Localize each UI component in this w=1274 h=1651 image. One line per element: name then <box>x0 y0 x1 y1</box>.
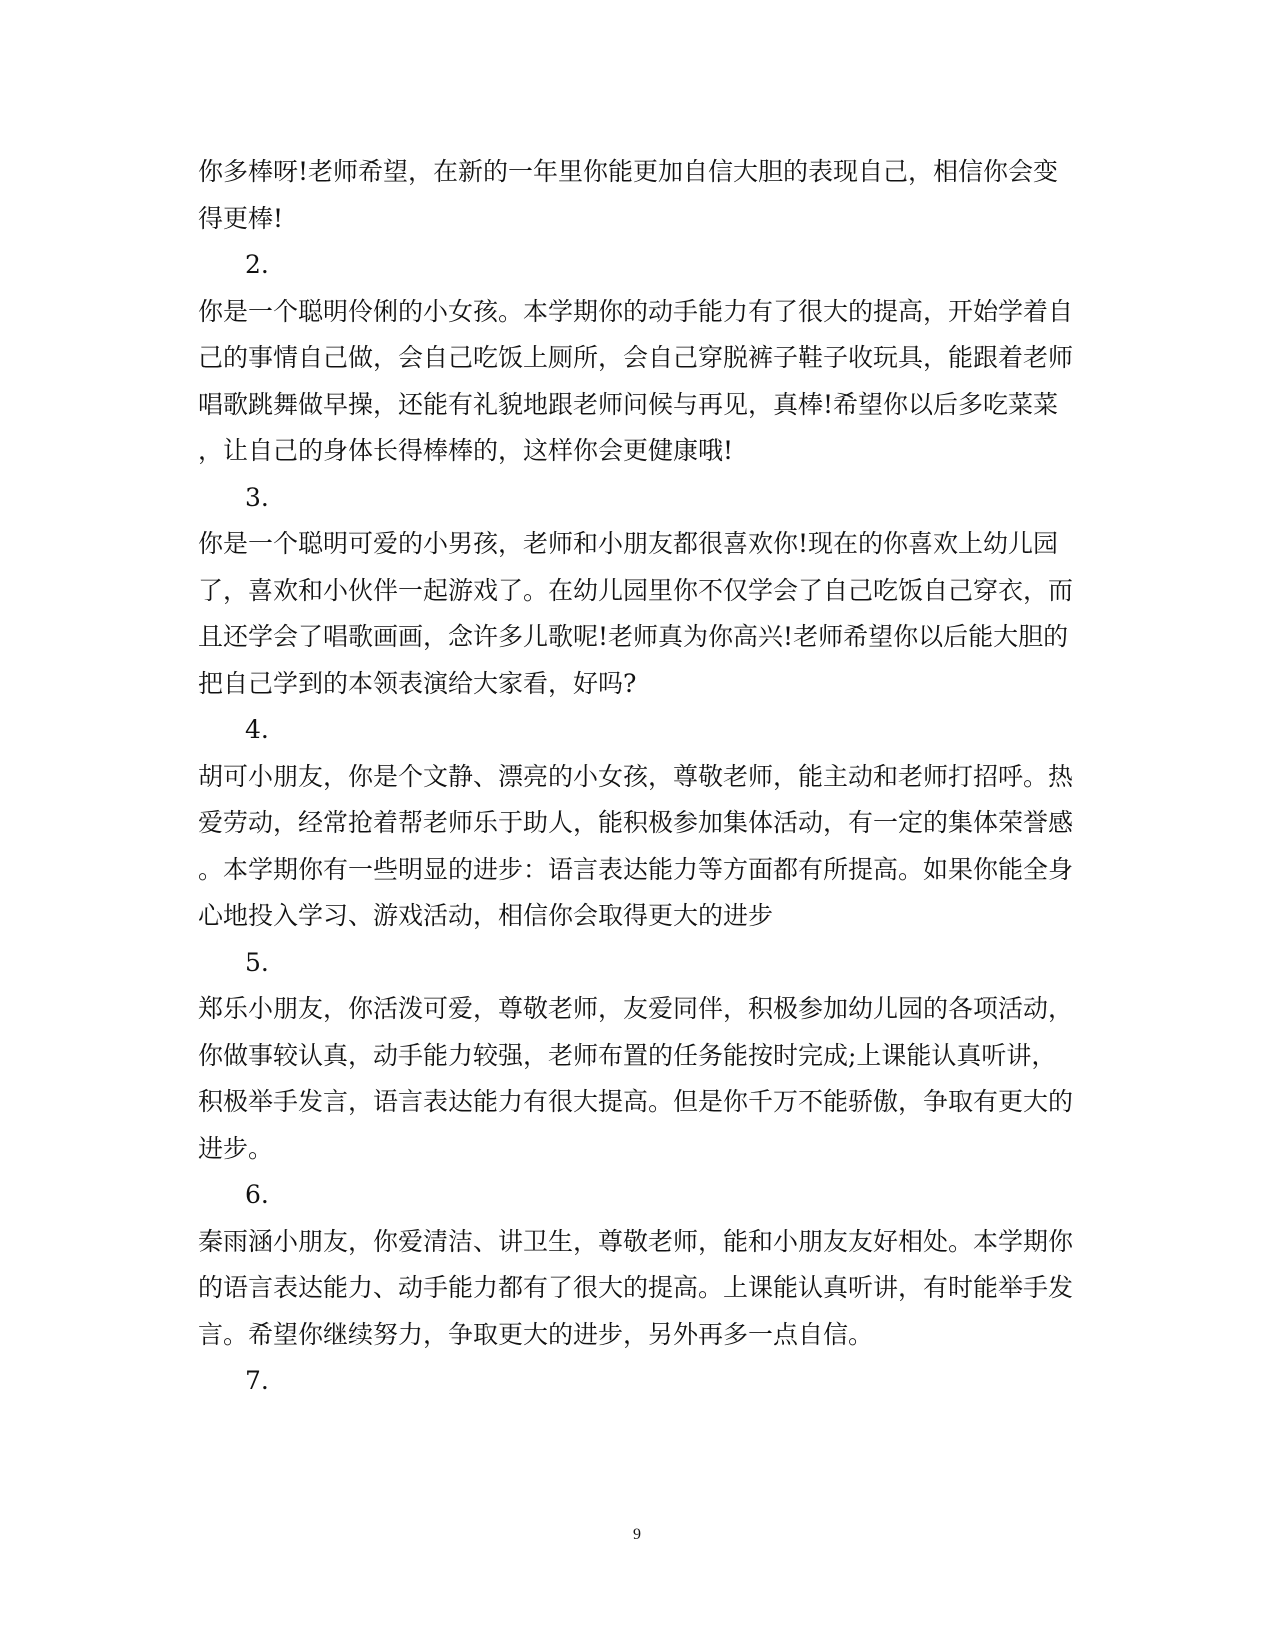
item-number: 3. <box>245 483 269 512</box>
item-number: 2. <box>245 250 269 279</box>
text-line: ，让自己的身体长得棒棒的，这样你会更健康哦! <box>198 436 734 465</box>
text-line: 爱劳动，经常抢着帮老师乐于助人，能积极参加集体活动，有一定的集体荣誉感 <box>198 808 1074 837</box>
text-line: 把自己学到的本领表演给大家看，好吗? <box>198 669 637 698</box>
text-line: 积极举手发言，语言表达能力有很大提高。但是你千万不能骄傲，争取有更大的 <box>198 1087 1074 1116</box>
text-line: 己的事情自己做，会自己吃饭上厕所，会自己穿脱裤子鞋子收玩具，能跟着老师 <box>198 343 1074 372</box>
text-line: 郑乐小朋友，你活泼可爱，尊敬老师，友爱同伴，积极参加幼儿园的各项活动， <box>198 994 1074 1023</box>
text-line: 得更棒! <box>198 204 284 233</box>
text-line: 且还学会了唱歌画画，念许多儿歌呢!老师真为你高兴!老师希望你以后能大胆的 <box>198 622 1069 651</box>
text-line: 你多棒呀!老师希望，在新的一年里你能更加自信大胆的表现自己，相信你会变 <box>198 157 1059 186</box>
text-line: 秦雨涵小朋友，你爱清洁、讲卫生，尊敬老师，能和小朋友友好相处。本学期你 <box>198 1227 1074 1256</box>
text-line: 言。希望你继续努力，争取更大的进步，另外再多一点自信。 <box>198 1320 874 1349</box>
text-line: 进步。 <box>198 1134 274 1163</box>
text-line: 。本学期你有一些明显的进步：语言表达能力等方面都有所提高。如果你能全身 <box>198 855 1074 884</box>
text-line: 你是一个聪明可爱的小男孩，老师和小朋友都很喜欢你!现在的你喜欢上幼儿园 <box>198 529 1059 558</box>
text-line: 你做事较认真，动手能力较强，老师布置的任务能按时完成;上课能认真听讲， <box>198 1041 1057 1070</box>
text-line: 了，喜欢和小伙伴一起游戏了。在幼儿园里你不仅学会了自己吃饭自己穿衣，而 <box>198 576 1074 605</box>
item-number: 6. <box>245 1180 269 1209</box>
text-line: 你是一个聪明伶俐的小女孩。本学期你的动手能力有了很大的提高，开始学着自 <box>198 297 1074 326</box>
page-number: 9 <box>633 1526 641 1543</box>
item-number: 4. <box>245 715 269 744</box>
item-number: 5. <box>245 948 269 977</box>
text-line: 唱歌跳舞做早操，还能有礼貌地跟老师问候与再见，真棒!希望你以后多吃菜菜 <box>198 390 1059 419</box>
text-line: 心地投入学习、游戏活动，相信你会取得更大的进步 <box>198 901 774 930</box>
text-line: 的语言表达能力、动手能力都有了很大的提高。上课能认真听讲，有时能举手发 <box>198 1273 1074 1302</box>
text-line: 胡可小朋友，你是个文静、漂亮的小女孩，尊敬老师，能主动和老师打招呼。热 <box>198 762 1074 791</box>
item-number: 7. <box>245 1366 269 1395</box>
